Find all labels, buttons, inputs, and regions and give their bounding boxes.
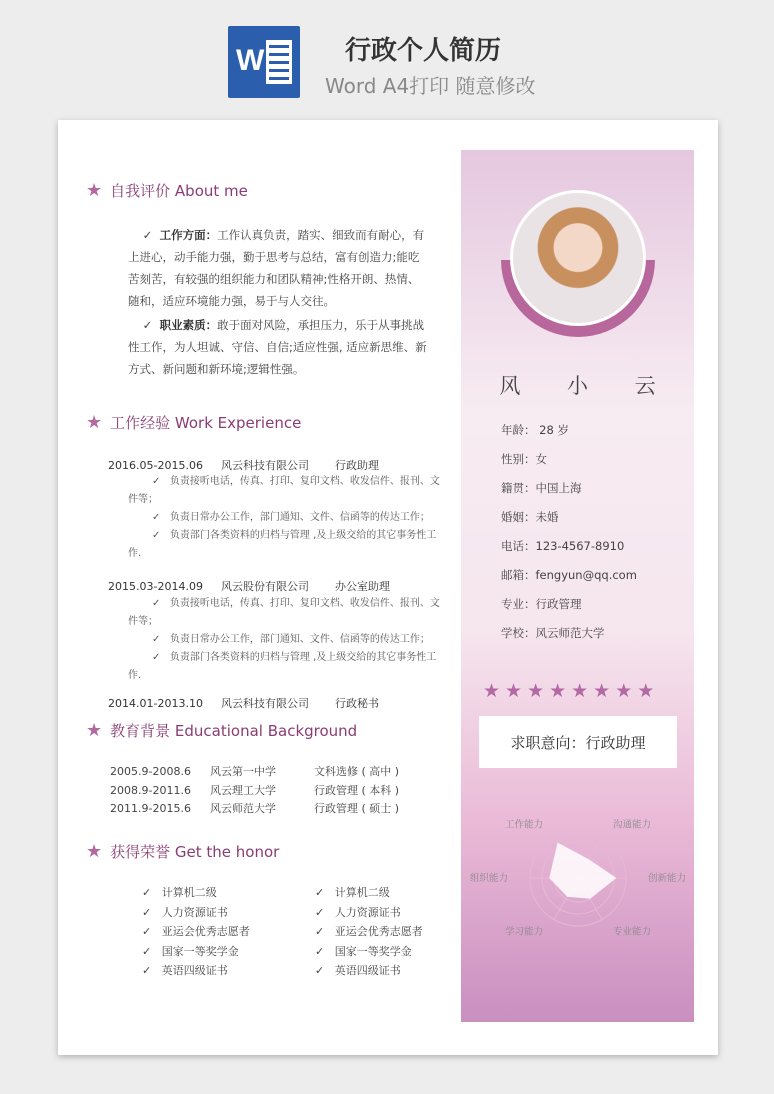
honors-left: ✓ 计算机二级 ✓ 人力资源证书 ✓ 亚运会优秀志愿者 ✓ 国家一等奖学金 ✓ 英语四级证书 (128, 886, 250, 977)
info-marital: 婚姻：未婚 (501, 510, 559, 524)
skill-radar (461, 790, 694, 960)
radar-area (549, 843, 616, 899)
education-row: 2005.9-2008.6 风云第一中学 文科选修 ( 高中 ) (110, 765, 400, 778)
about-work: ✓ 工作方面：工作认真负责，踏实、细致而有耐心，有上进心，动手能力强，勤于思考与总结，富有创造力;能吃苦刻苦，有较强的组织能力和团队精神;性格开朗、热情、随和，适应环境能力强，易于与人交往。 (128, 228, 425, 308)
rating-stars-icon: ★★★★★★★★ (483, 680, 660, 702)
info-age: 年龄： 28 岁 (501, 423, 569, 437)
radar-label: 学习能力 (504, 926, 543, 938)
radar-label: 沟通能力 (613, 819, 652, 831)
job-duties: ✓ 负责接听电话，传真、打印、复印文档、收发信件、报刊、文件等； ✓ 负责日常办公工作，部门通知、文件、信函等的传达工作； ✓ 负责部门各类资料的归档与管理 ,及上级交给的其它事务性工作. (128, 598, 440, 681)
star-icon: ★ (86, 840, 103, 862)
job-intent: 求职意向：行政助理 (479, 716, 677, 768)
profile-sidebar (461, 150, 694, 1022)
job-row: 2016.05-2015.06 风云科技有限公司 行政助理 (108, 459, 379, 472)
page-title: 行政个人简历 (345, 36, 502, 66)
info-gender: 性别：女 (501, 452, 547, 466)
star-icon: ★ (86, 179, 103, 201)
about-heading: ★ 自我评价 About me (86, 179, 248, 201)
education-row: 2008.9-2011.6 风云理工大学 行政管理 ( 本科 ) (110, 783, 400, 797)
info-school: 学校：风云师范大学 (501, 626, 605, 640)
job-duties: ✓ 负责接听电话，传真、打印、复印文档、收发信件、报刊、文件等； ✓ 负责日常办公工作，部门通知、文件、信函等的传达工作； ✓ 负责部门各类资料的归档与管理 ,及上级交给的其它事务性工作. (128, 476, 440, 559)
honors-heading: ★ 获得荣誉 Get the honor (86, 840, 280, 862)
education-list (110, 763, 399, 819)
info-email: 邮箱：fengyun@qq.com (501, 568, 637, 582)
radar-label: 创新能力 (648, 873, 687, 884)
star-icon: ★ (86, 411, 103, 433)
education-heading: ★ 教育背景 Educational Background (86, 719, 358, 741)
profile-name: 风 小 云 (499, 374, 676, 398)
radar-label: 专业能力 (613, 926, 652, 938)
star-icon: ★ (86, 719, 103, 741)
word-doc-icon: W (228, 26, 300, 98)
page-header (0, 0, 774, 110)
job-row: 2014.01-2013.10 风云科技有限公司 行政秘书 (108, 697, 379, 710)
radar-label: 工作能力 (504, 819, 543, 831)
radar-label: 组织能力 (469, 873, 508, 884)
info-origin: 籍贯：中国上海 (501, 481, 582, 495)
resume-page (58, 120, 718, 1055)
honors-right: ✓ 计算机二级 ✓ 人力资源证书 ✓ 亚运会优秀志愿者 ✓ 国家一等奖学金 ✓ 英语四级证书 (301, 886, 423, 977)
page-subtitle: Word A4打印 随意修改 (325, 74, 536, 98)
info-phone: 电话：123-4567-8910 (501, 539, 625, 553)
experience-heading: ★ 工作经验 Work Experience (86, 411, 302, 433)
info-major: 专业：行政管理 (501, 597, 582, 611)
job-row: 2015.03-2014.09 风云股份有限公司 办公室助理 (108, 580, 390, 593)
avatar (510, 190, 646, 326)
education-row: 2011.9-2015.6 风云师范大学 行政管理 ( 硕士 ) (110, 802, 400, 815)
about-quality: ✓ 职业素质：敢于面对风险，承担压力，乐于从事挑战性工作，为人坦诚、守信、自信;适应性强, 适应新思维、新方式、新问题和新环境;逻辑性强。 (128, 318, 427, 376)
